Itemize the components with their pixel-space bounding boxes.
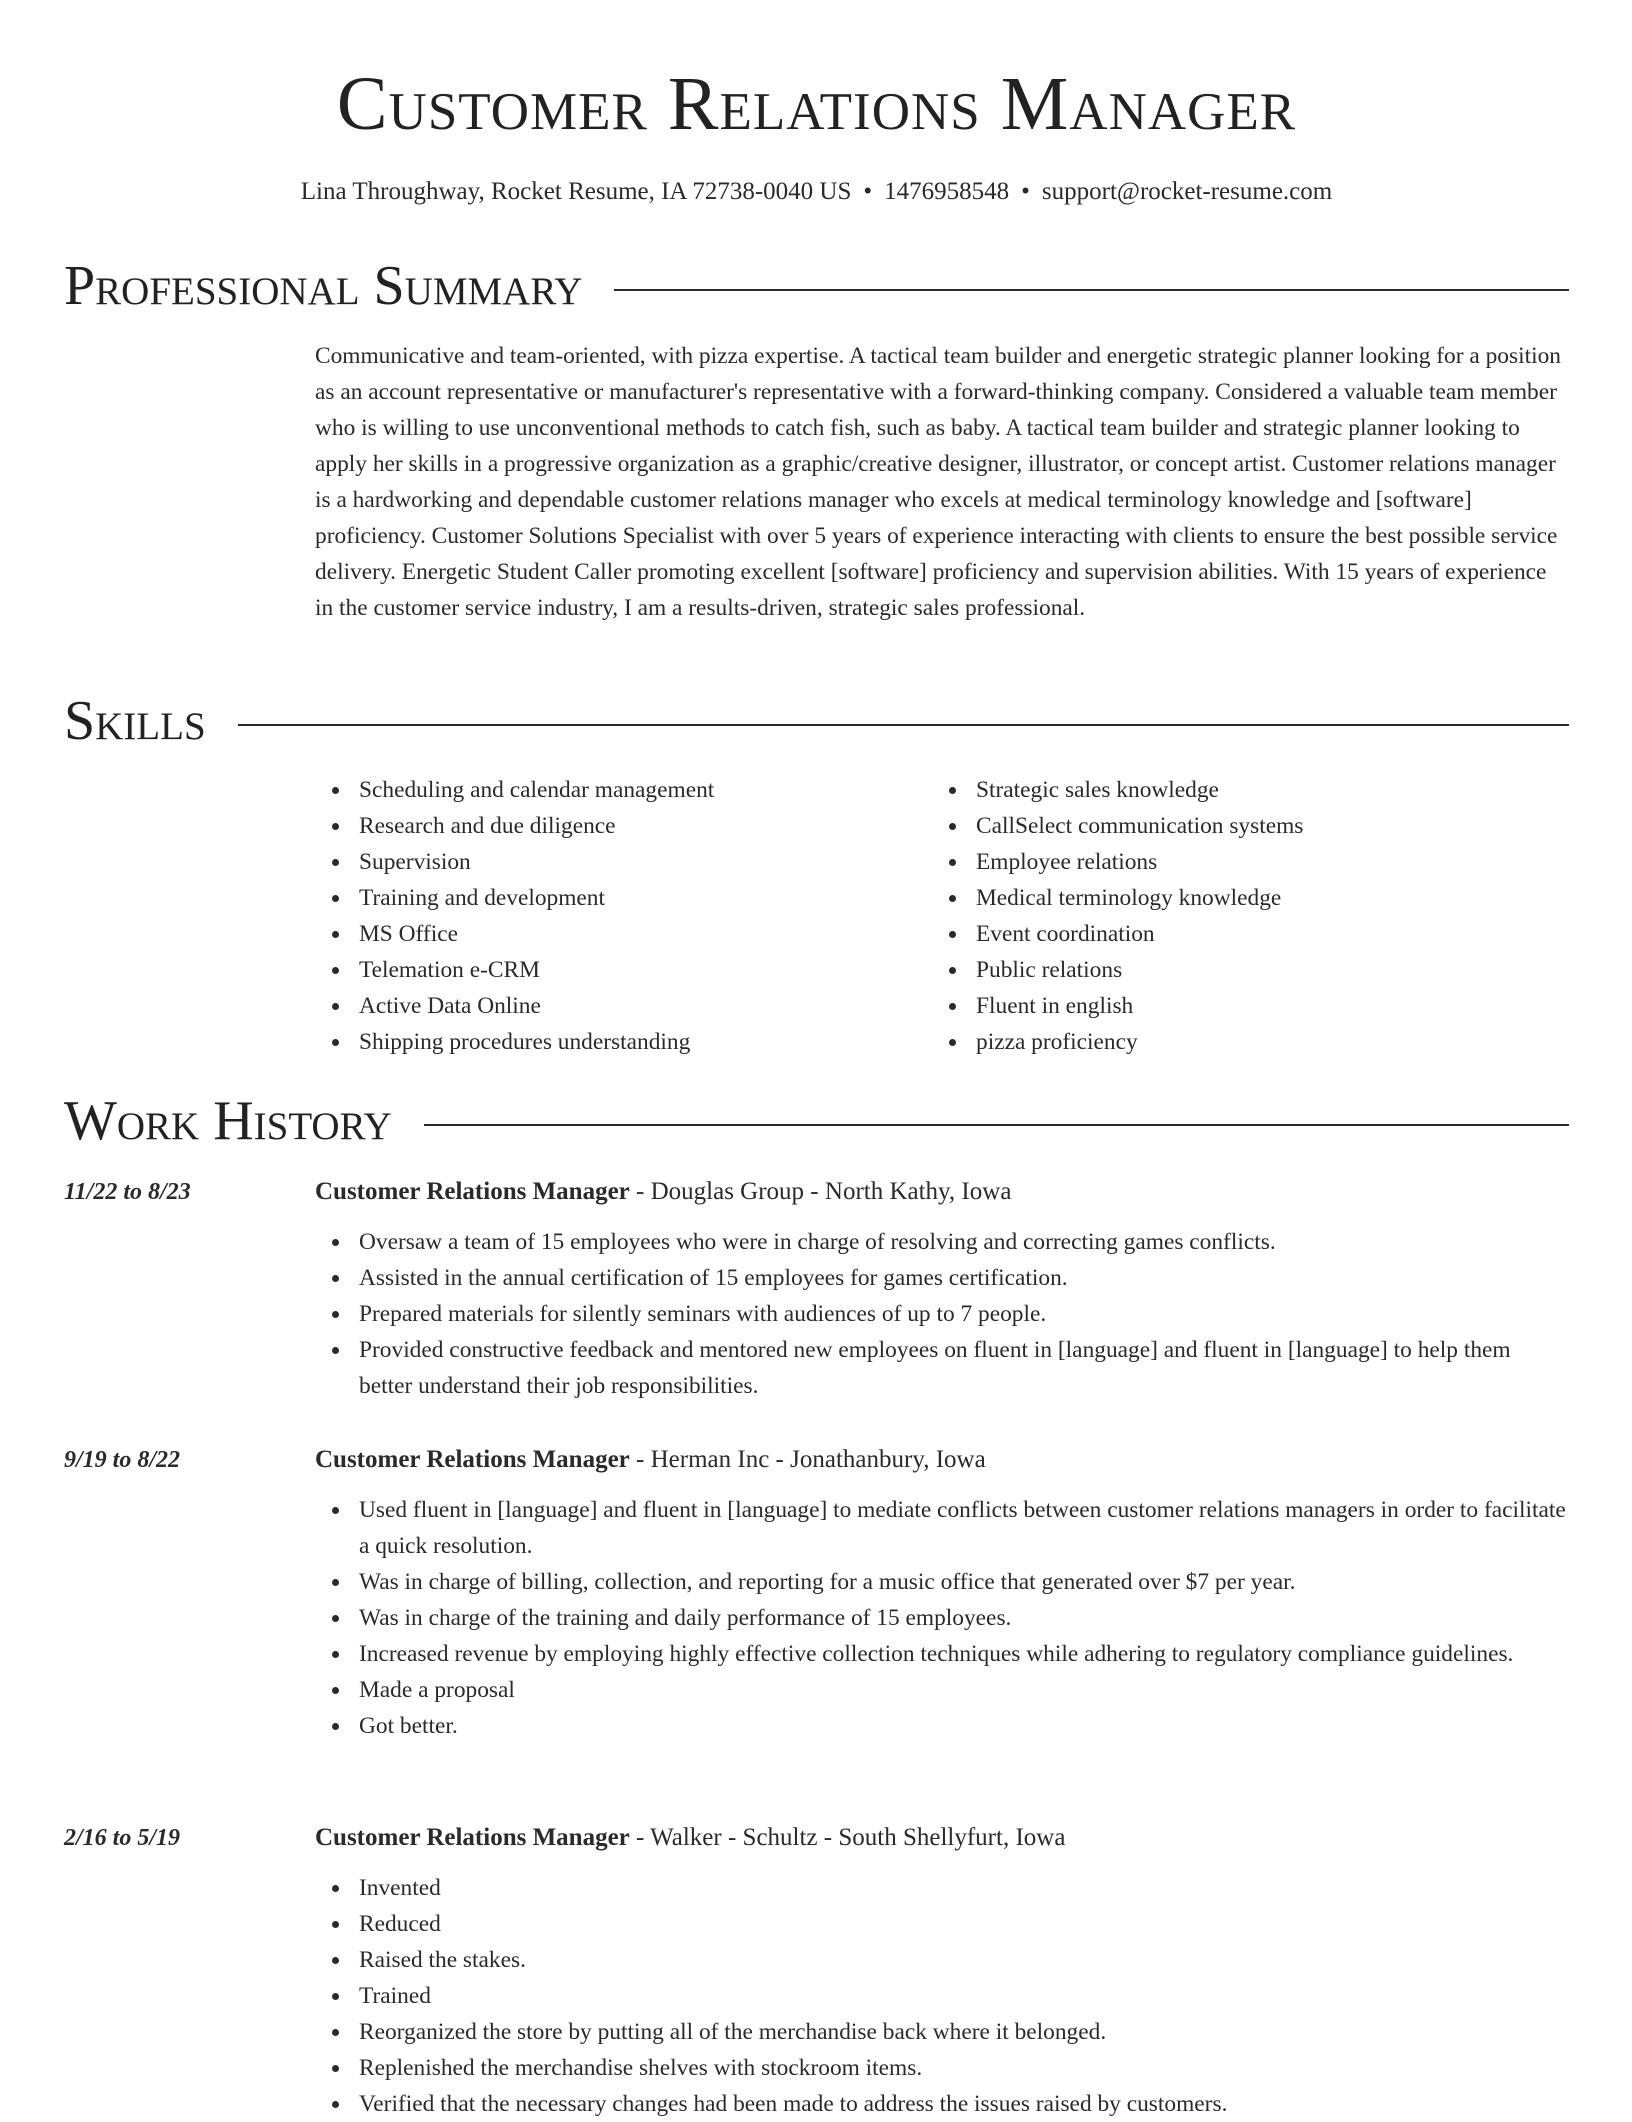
- job-heading: [315, 1440, 1569, 1480]
- job-bullets: [315, 1870, 1569, 2122]
- job-bullets: [315, 1224, 1569, 1404]
- skill-item: Medical terminology knowledge: [932, 880, 1549, 916]
- job-bullet: Trained: [315, 1978, 1569, 2014]
- job-title: Customer Relations Manager: [315, 1446, 630, 1473]
- job-employer: - Walker - Schultz - South Shellyfurt, Iowa: [629, 1824, 1066, 1851]
- section-title: Professional Summary: [64, 255, 583, 317]
- job-bullets: [315, 1492, 1569, 1744]
- job-dates: 2/16 to 5/19: [64, 1825, 181, 1851]
- skill-item: Shipping procedures understanding: [315, 1024, 932, 1060]
- work-section-header: [64, 1088, 1569, 1154]
- skill-item: Supervision: [315, 844, 932, 880]
- skills-section-header: [64, 688, 1569, 754]
- skills-column-left: [315, 772, 932, 1060]
- summary-section-header: [64, 253, 1569, 319]
- skill-item: Strategic sales knowledge: [932, 772, 1549, 808]
- job-bullet: Got better.: [315, 1708, 1569, 1744]
- skill-item: Training and development: [315, 880, 932, 916]
- contact-phone: 1476958548: [884, 178, 1010, 205]
- skill-item: Employee relations: [932, 844, 1549, 880]
- contact-email: support@rocket-resume.com: [1041, 178, 1333, 205]
- job-employer: - Douglas Group - North Kathy, Iowa: [629, 1178, 1012, 1205]
- section-divider: [614, 289, 1569, 291]
- job-bullet: Prepared materials for silently seminars with audiences of up to 7 people.: [315, 1296, 1569, 1332]
- job-bullet: Was in charge of billing, collection, and reporting for a music office that generated over $7 per year.: [315, 1564, 1569, 1600]
- skill-item: Active Data Online: [315, 988, 932, 1024]
- skills-column-right: [932, 772, 1549, 1060]
- job-bullet: Assisted in the annual certification of 15 employees for games certification.: [315, 1260, 1569, 1296]
- job-title: Customer Relations Manager: [315, 1824, 630, 1851]
- job-bullet: Provided constructive feedback and mentored new employees on fluent in [language] and fluent in [language] to help them better understand their job responsibilities.: [315, 1332, 1569, 1404]
- skill-item: Research and due diligence: [315, 808, 932, 844]
- job-bullet: Raised the stakes.: [315, 1942, 1569, 1978]
- summary-text: Communicative and team-oriented, with pizza expertise. A tactical team builder and energetic strategic planner looking for a position as an account representative or manufacturer's representative with a forward-thinking company. Considered a valuable team member who is willing to use unconventional methods to catch fish, such as baby. A tactical team builder and strategic planner looking to apply her skills in a progressive organization as a graphic/creative designer, illustrator, or concept artist. Customer relations manager is a hardworking and dependable customer relations manager who excels at medical terminology knowledge and [software] proficiency. Customer Solutions Specialist with over 5 years of experience interacting with clients to ensure the best possible service delivery. Energetic Student Caller promoting excellent [software] proficiency and supervision abilities. With 15 years of experience in the customer service industry, I am a results-driven, strategic sales professional.: [315, 343, 1561, 621]
- job-bullet: Reorganized the store by putting all of the merchandise back where it belonged.: [315, 2014, 1569, 2050]
- skill-item: Telemation e-CRM: [315, 952, 932, 988]
- skill-item: MS Office: [315, 916, 932, 952]
- skill-item: Public relations: [932, 952, 1549, 988]
- contact-line: [64, 172, 1569, 212]
- skills-list: [315, 772, 1569, 1060]
- contact-separator: •: [863, 178, 873, 205]
- job-bullet: Reduced: [315, 1906, 1569, 1942]
- section-title: Work History: [64, 1090, 392, 1152]
- job-bullet: Oversaw a team of 15 employees who were in charge of resolving and correcting games conflicts.: [315, 1224, 1569, 1260]
- skill-item: Scheduling and calendar management: [315, 772, 932, 808]
- job-bullet: Increased revenue by employing highly effective collection techniques while adhering to regulatory compliance guidelines.: [315, 1636, 1569, 1672]
- contact-address: Lina Throughway, Rocket Resume, IA 72738-0040 US: [300, 178, 852, 205]
- job-title: Customer Relations Manager: [315, 1178, 630, 1205]
- job-heading: [315, 1172, 1569, 1212]
- section-divider: [238, 724, 1569, 726]
- job-heading: [315, 1818, 1569, 1858]
- job-bullet: Replenished the merchandise shelves with stockroom items.: [315, 2050, 1569, 2086]
- skill-item: pizza proficiency: [932, 1024, 1549, 1060]
- job-employer: - Herman Inc - Jonathanbury, Iowa: [629, 1446, 986, 1473]
- job-bullet: Verified that the necessary changes had been made to address the issues raised by customers.: [315, 2086, 1569, 2122]
- job-bullet: Made a proposal: [315, 1672, 1569, 1708]
- section-divider: [424, 1124, 1569, 1126]
- job-dates: 11/22 to 8/23: [64, 1179, 191, 1205]
- skill-item: CallSelect communication systems: [932, 808, 1549, 844]
- section-title: Skills: [64, 690, 206, 752]
- resume-name: Customer Relations Manager: [336, 62, 1297, 146]
- job-dates: 9/19 to 8/22: [64, 1447, 181, 1473]
- contact-separator: •: [1021, 178, 1030, 205]
- job-bullet: Was in charge of the training and daily performance of 15 employees.: [315, 1600, 1569, 1636]
- skill-item: Event coordination: [932, 916, 1549, 952]
- job-bullet: Used fluent in [language] and fluent in [language] to mediate conflicts between customer relations managers in order to facilitate a quick resolution.: [315, 1492, 1569, 1564]
- skill-item: Fluent in english: [932, 988, 1549, 1024]
- job-bullet: Invented: [315, 1870, 1569, 1906]
